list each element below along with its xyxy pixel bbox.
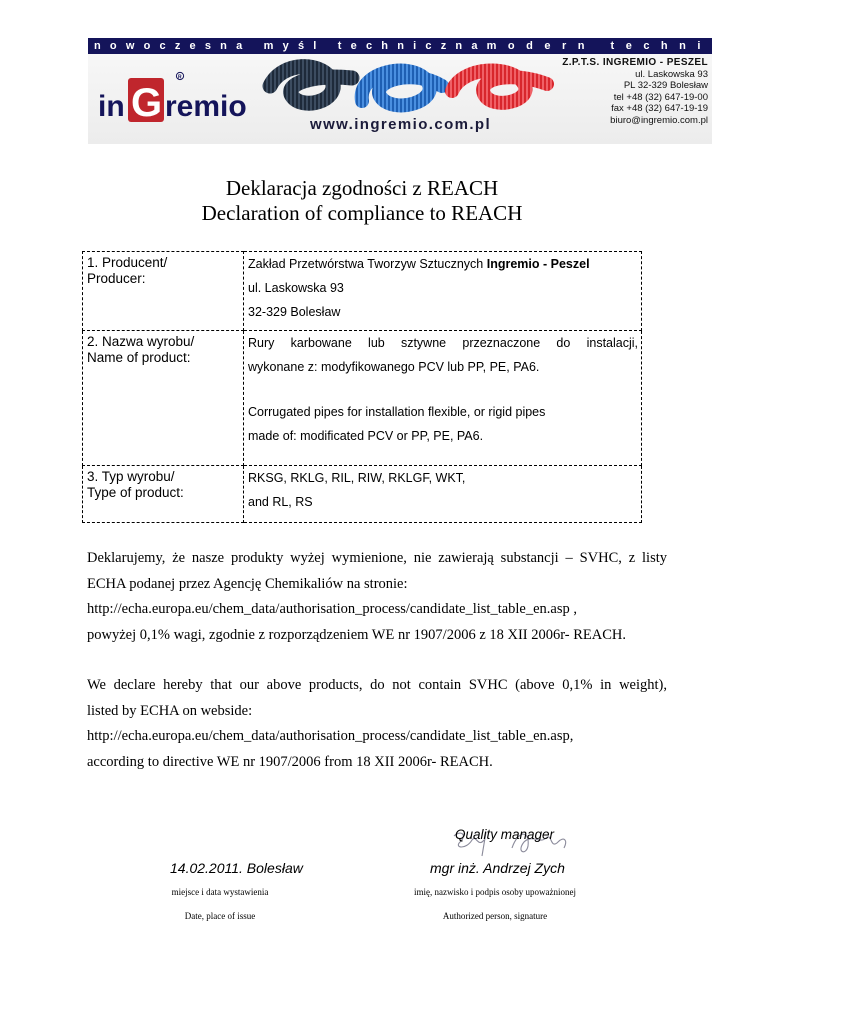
tagline-bar: [88, 38, 844, 54]
corrugated-pipes-photo: [262, 56, 552, 124]
declaration-en-url: http://echa.europa.eu/chem_data/authorisation_process/candidate_list_table_en.asp,: [87, 728, 574, 744]
company-website: www.ingremio.com.pl: [310, 116, 492, 133]
caption-date-pl: miejsce i data wystawienia: [171, 887, 269, 897]
svg-text:remio: remio: [165, 90, 247, 123]
producer-name-prefix: Zakład Przetwórstwa Tworzyw Sztucznych: [248, 257, 487, 271]
svg-text:G: G: [131, 81, 163, 125]
contact-fax: fax +48 (32) 647-19-19: [611, 103, 708, 115]
declaration-en-line1: We declare hereby that our above products, do not contain SVHC (above 0,1% in weight),: [87, 677, 667, 693]
svg-text:in: in: [98, 90, 125, 123]
spacer: [248, 379, 638, 400]
product-name-pl-line2: wykonane z: modyfikowanego PCV lub PP, PE, PA6.: [248, 360, 540, 374]
product-name-label-pl: 2. Nazwa wyrobu/: [87, 334, 195, 349]
producer-name: [248, 252, 638, 276]
product-name-en-line1: Corrugated pipes for installation flexible, or rigid pipes: [248, 405, 546, 419]
declaration-pl-line4: powyżej 0,1% wagi, zgodnie z rozporządzeniem WE nr 1907/2006 z 18 XII 2006r- REACH.: [87, 626, 627, 643]
product-name-value: [244, 331, 642, 466]
contact-email: biuro@ingremio.com.pl: [610, 114, 708, 126]
product-type-label-en: Type of product:: [87, 485, 184, 500]
product-type-line2: and RL, RS: [248, 495, 313, 509]
product-type-label: [83, 466, 244, 523]
product-name-en-line2: made of: modificated PCV or PP, PE, PA6.: [248, 429, 484, 443]
producer-label-pl: 1. Producent/: [87, 255, 168, 270]
producer-value: [244, 252, 642, 331]
product-name-label-en: Name of product:: [87, 350, 191, 365]
product-name-label: [83, 331, 244, 466]
producer-city: 32-329 Bolesław: [248, 305, 341, 319]
declaration-pl-url: http://echa.europa.eu/chem_data/authorisation_process/candidate_list_table_en.asp ,: [87, 601, 578, 617]
document-title-en: Declaration of compliance to REACH: [201, 201, 523, 225]
tagline-right: modern technical idea: [486, 40, 844, 52]
signatory-role: Quality manager: [455, 827, 555, 842]
document-title-pl: Deklaracja zgodności z REACH: [225, 176, 499, 200]
contact-company: Z.P.T.S. INGREMIO - PESZEL: [562, 57, 708, 68]
producer-label: [83, 252, 244, 331]
caption-date-en: Date, place of issue: [184, 911, 256, 921]
table-row-producer: [83, 252, 642, 331]
declaration-en: [87, 673, 667, 775]
caption-person-en: Authorized person, signature: [442, 911, 548, 921]
table-row-product-name: [83, 331, 642, 466]
svg-text:R: R: [178, 74, 182, 81]
declaration-en-line4: according to directive WE nr 1907/2006 from 18 XII 2006r- REACH.: [87, 753, 493, 770]
company-logo: [96, 72, 258, 124]
declaration-pl: [87, 546, 667, 648]
product-info-table: [82, 251, 642, 523]
company-contact: [562, 57, 708, 127]
signatory-name: mgr inż. Andrzej Zych: [430, 860, 565, 876]
product-type-line1: RKSG, RKLG, RIL, RIW, RKLGF, WKT,: [248, 471, 466, 485]
product-name-pl-line1: Rury karbowane lub sztywne przeznaczone do instalacji,: [248, 336, 638, 350]
product-type-value: [244, 466, 642, 523]
contact-street: ul. Laskowska 93: [635, 68, 708, 80]
producer-label-en: Producer:: [87, 271, 146, 286]
declaration-en-line2: listed by ECHA on webside:: [87, 702, 253, 719]
contact-tel: tel +48 (32) 647-19-00: [613, 91, 708, 103]
contact-postal: PL 32-329 Bolesław: [623, 80, 708, 92]
producer-name-bold: Ingremio - Peszel: [486, 257, 590, 271]
producer-street: ul. Laskowska 93: [248, 281, 344, 295]
product-type-label-pl: 3. Typ wyrobu/: [87, 469, 175, 484]
caption-person-pl: imię, nazwisko i podpis osoby upoważnionej: [414, 887, 576, 897]
declaration-pl-line1: Deklarujemy, że nasze produkty wyżej wymienione, nie zawierają substancji – SVHC, z listy: [87, 550, 667, 566]
issue-date-place: 14.02.2011. Bolesław: [170, 860, 303, 876]
tagline-left: nowoczesna myśl techniczna: [94, 40, 487, 52]
table-row-product-type: [83, 466, 642, 523]
declaration-pl-line2: ECHA podanej przez Agencję Chemikaliów na stronie:: [87, 575, 408, 592]
